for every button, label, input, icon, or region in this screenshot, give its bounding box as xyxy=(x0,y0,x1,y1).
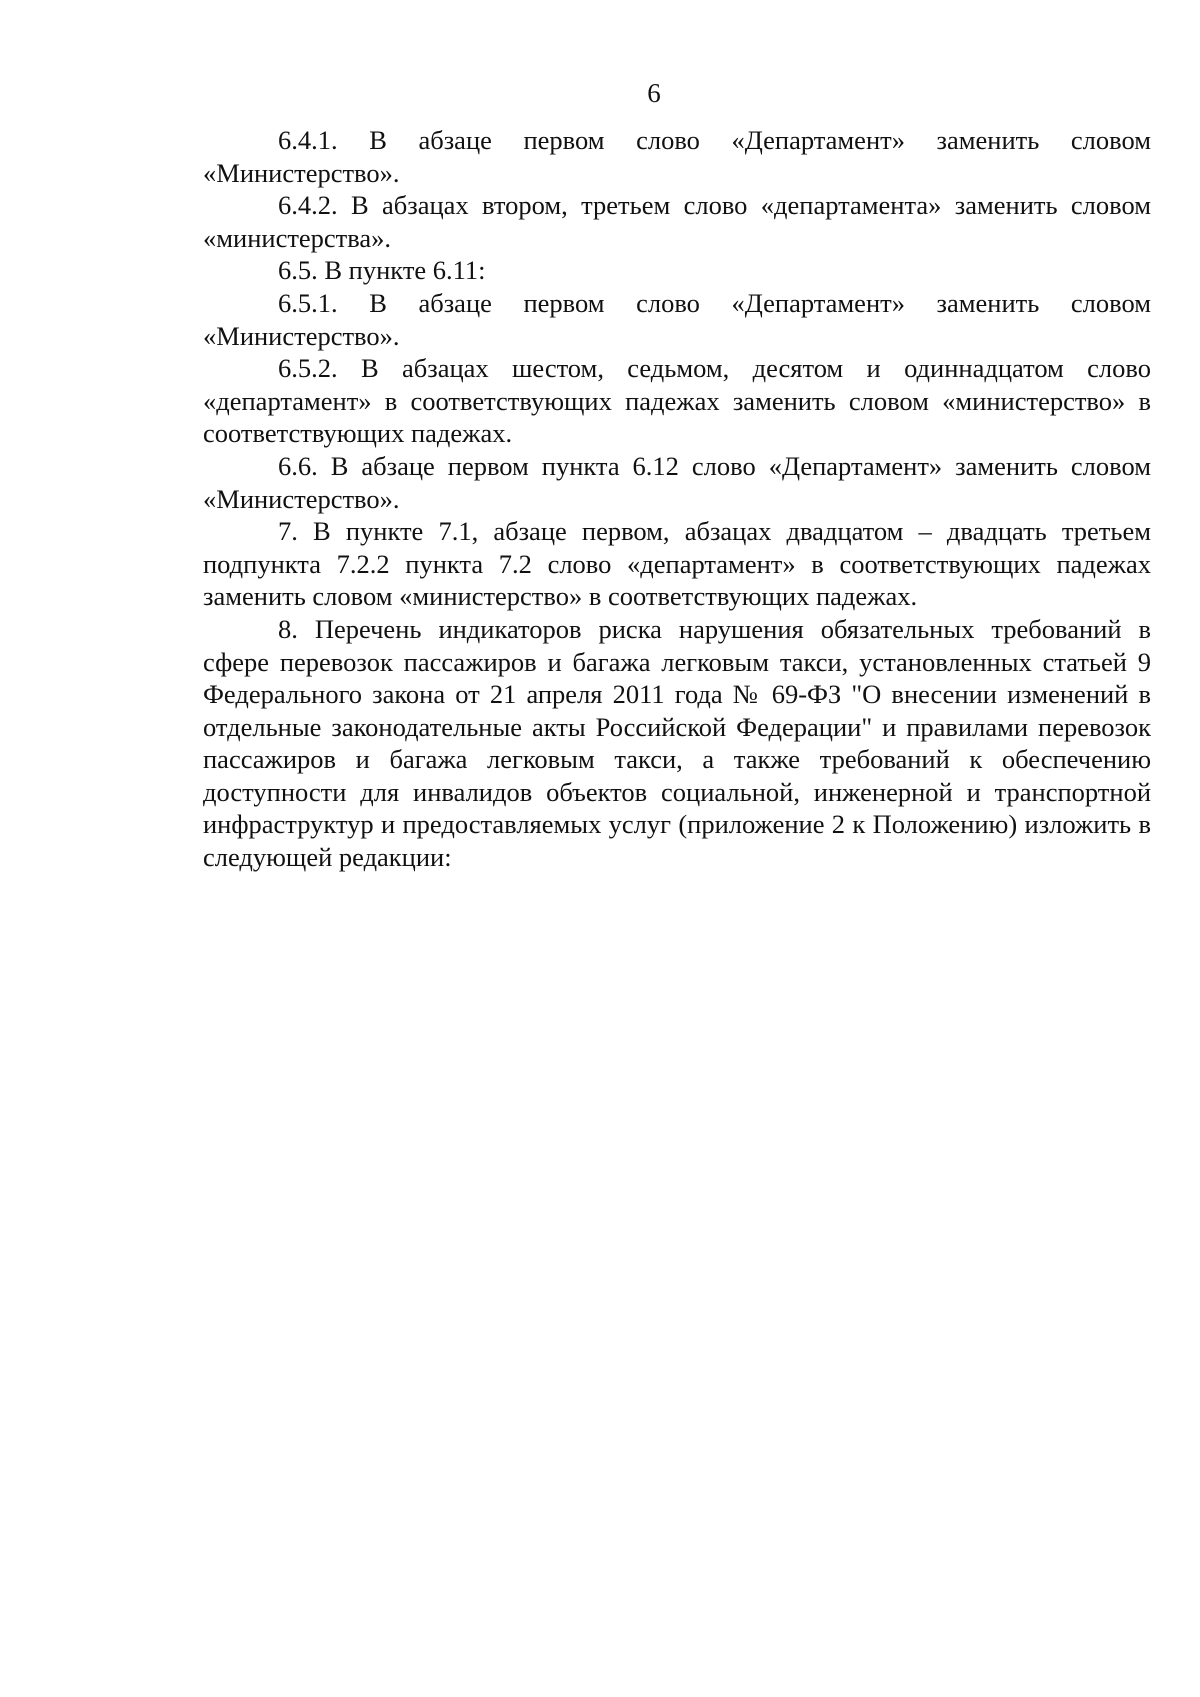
paragraph-8: 8. Перечень индикаторов риска нарушения обязательных требований в сфере перевозок пассажиров и багажа легковым такси, установленных статьей 9 Федерального закона от 21 апреля 2011 года № 69-ФЗ "О внесении изменений в отдельные законодательные акты Российской Федерации" и правилами перевозок пассажиров и багажа легковым такси, а также требований к обеспечению доступности для инвалидов объектов социальной, инженерной и транспортной инфраструктур и предоставляемых услуг (приложение 2 к Положению) изложить в следующей редакции: xyxy=(203,613,1151,873)
paragraph-6-5: 6.5. В пункте 6.11: xyxy=(278,255,486,286)
paragraph-6-6: 6.6. В абзаце первом пункта 6.12 слово «Департамент» заменить словом «Министерство». xyxy=(203,450,1151,514)
paragraph-6-5-2: 6.5.2. В абзацах шестом, седьмом, десятом и одиннадцатом слово «департамент» в соответствующих падежах заменить словом «министерство» в соответствующих падежах. xyxy=(203,353,1151,449)
paragraph-7: 7. В пункте 7.1, абзаце первом, абзацах двадцатом – двадцать третьем подпункта 7.2.2 пункта 7.2 слово «департамент» в соответствующих падежах заменить словом «министерство» в соответствующих падежах. xyxy=(203,516,1151,612)
page-number: 6 xyxy=(647,78,661,108)
paragraph-6-4-2: 6.4.2. В абзацах втором, третьем слово «департамента» заменить словом «министерства». xyxy=(203,190,1151,253)
paragraph-6-5-1: 6.5.1. В абзаце первом слово «Департамент» заменить словом «Министерство». xyxy=(203,287,1151,351)
paragraph-6-4-1: 6.4.1. В абзаце первом слово «Департамент» заменить словом «Министерство». xyxy=(203,125,1151,188)
document-body xyxy=(203,124,1151,874)
